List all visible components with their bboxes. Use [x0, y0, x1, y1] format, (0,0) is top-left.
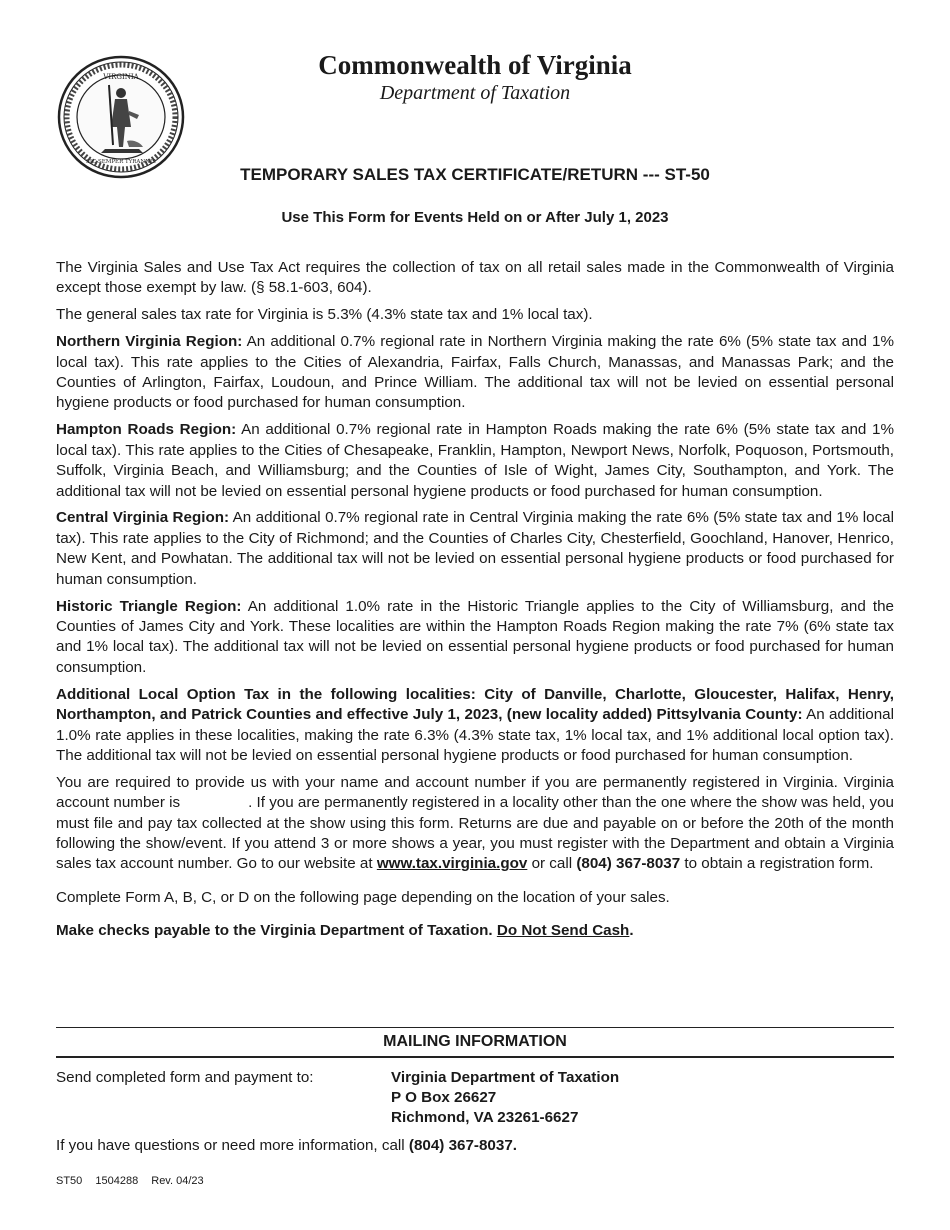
intro-paragraph: The Virginia Sales and Use Tax Act requires the collection of tax on all retail sales made in the Commonwealth of Virginia except those exempt by law. (§ 58.1-603, 604). [56, 259, 894, 297]
local-option-label: Additional Local Option Tax in the following localities: City of Danville, Charlotte, Gloucester, Halifax, Henry, Northampton, and Patrick Counties and effective July 1, 2023, (new locality added) Pittsylvania County: [56, 685, 894, 724]
local-option-paragraph [56, 685, 894, 767]
mailing-heading: MAILING INFORMATION [383, 1033, 567, 1050]
central-region-paragraph [56, 508, 894, 590]
central-region-label: Central Virginia Region: [56, 509, 230, 527]
checks-paragraph [56, 921, 894, 941]
website-link[interactable]: www.tax.virginia.gov [376, 855, 528, 873]
historic-region-label: Historic Triangle Region: [56, 597, 242, 615]
send-label: Send completed form and payment to: [56, 1069, 314, 1086]
registration-text-1: You are required to provide us with your name and account number if you are permanently registered in Virginia. Virginia account number is [56, 773, 894, 812]
footer-form-code: ST50 [56, 1175, 83, 1187]
registration-phone: (804) 367-8037 [576, 855, 681, 873]
hampton-region-text: An additional 0.7% regional rate in Hampton Roads making the rate 6% (5% state tax and 1% local tax). This rate applies to the Cities of Chesapeake, Franklin, Hampton, Newport News, Norfolk, Poquoson, Portsmouth, Suffolk, Virginia Beach, and Williamsburg; and the Counties of Isle of Wight, James City, Southampton, and York. The additional tax will not be levied on essential personal hygiene products or food purchased for human consumption. [56, 421, 894, 500]
registration-text-4: to obtain a registration form. [684, 855, 874, 873]
header [0, 50, 950, 106]
questions-line [56, 1136, 517, 1156]
mailing-address [391, 1068, 619, 1128]
historic-region-text: An additional 1.0% rate in the Historic Triangle applies to the City of Williamsburg, and the Counties of James City and York. These localities are within the Hampton Roads Region making the rate 7% (6% state tax and 1% local tax). The additional tax will not be levied on essential personal hygiene products or food purchased for human consumption. [56, 597, 895, 676]
body-content [56, 258, 894, 948]
hampton-region-label: Hampton Roads Region: [56, 421, 237, 439]
svg-text:VIRGINIA: VIRGINIA [103, 73, 139, 81]
northern-region-paragraph [56, 332, 894, 414]
form-subtitle: Use This Form for Events Held on or After July 1, 2023 [281, 209, 669, 226]
department-name: Department of Taxation [379, 82, 571, 104]
registration-text-3: or call [531, 855, 573, 873]
address-line-1: Virginia Department of Taxation [391, 1069, 620, 1086]
northern-region-text: An additional 0.7% regional rate in Northern Virginia making the rate 6% (5% state tax and 1% local tax). This rate applies to the Cities of Alexandria, Fairfax, Falls Church, Manassas, and Manassas Park; and the Counties of Arlington, Fairfax, Loudoun, and Prince William. The additional tax will not be levied on essential personal hygiene products or food purchased for human consumption. [56, 333, 894, 412]
central-region-text: An additional 0.7% regional rate in Central Virginia making the rate 6% (5% state tax and 1% local tax). This rate applies to the City of Richmond; and the Counties of Charles City, Chesterfield, Goochland, Hanover, Henrico, New Kent, and Powhatan. The additional tax will not be levied on essential personal hygiene products or food purchased for human consumption. [56, 509, 895, 588]
hampton-region-paragraph [56, 420, 894, 502]
checks-text: Make checks payable to the Virginia Department of Taxation. [56, 922, 493, 940]
mailing-divider-top [56, 1027, 894, 1028]
agency-title: Commonwealth of Virginia [318, 50, 632, 80]
footer [56, 1175, 214, 1187]
general-rate-paragraph: The general sales tax rate for Virginia is 5.3% (4.3% state tax and 1% local tax). [56, 306, 593, 324]
mailing-divider-bottom [56, 1056, 894, 1058]
complete-form-paragraph: Complete Form A, B, C, or D on the following page depending on the location of your sales. [56, 888, 670, 906]
local-option-text: An additional 1.0% rate applies in these localities, making the rate 6.3% (4.3% state tax, 1% local tax, and 1% additional local option tax). The additional tax will not be levied on essential personal hygiene products or food purchased for human consumption. [56, 706, 894, 764]
form-title: TEMPORARY SALES TAX CERTIFICATE/RETURN --- ST-50 [240, 165, 710, 184]
northern-region-label: Northern Virginia Region: [56, 333, 243, 351]
address-line-3: Richmond, VA 23261-6627 [391, 1109, 579, 1126]
footer-revision: Rev. 04/23 [151, 1175, 204, 1187]
registration-text-2: . If you are permanently registered in a locality other than the one where the show was held, you must file and pay tax collected at the show using this form. Returns are due and payable on or before the 20th of the month following the show/event. If you attend 3 or more shows a year, you must register with the Department and obtain a Virginia sales tax account number. Go to our website at [56, 794, 894, 873]
checks-period: . [629, 922, 634, 940]
historic-region-paragraph [56, 597, 894, 679]
footer-number: 1504288 [95, 1175, 139, 1187]
registration-paragraph [56, 773, 894, 875]
questions-text: If you have questions or need more information, call [56, 1137, 405, 1154]
svg-text:SIC SEMPER TYRANNIS: SIC SEMPER TYRANNIS [86, 159, 156, 165]
questions-phone: (804) 367-8037. [408, 1137, 517, 1154]
address-line-2: P O Box 26627 [391, 1089, 497, 1106]
no-cash-warning: Do Not Send Cash [496, 922, 630, 940]
